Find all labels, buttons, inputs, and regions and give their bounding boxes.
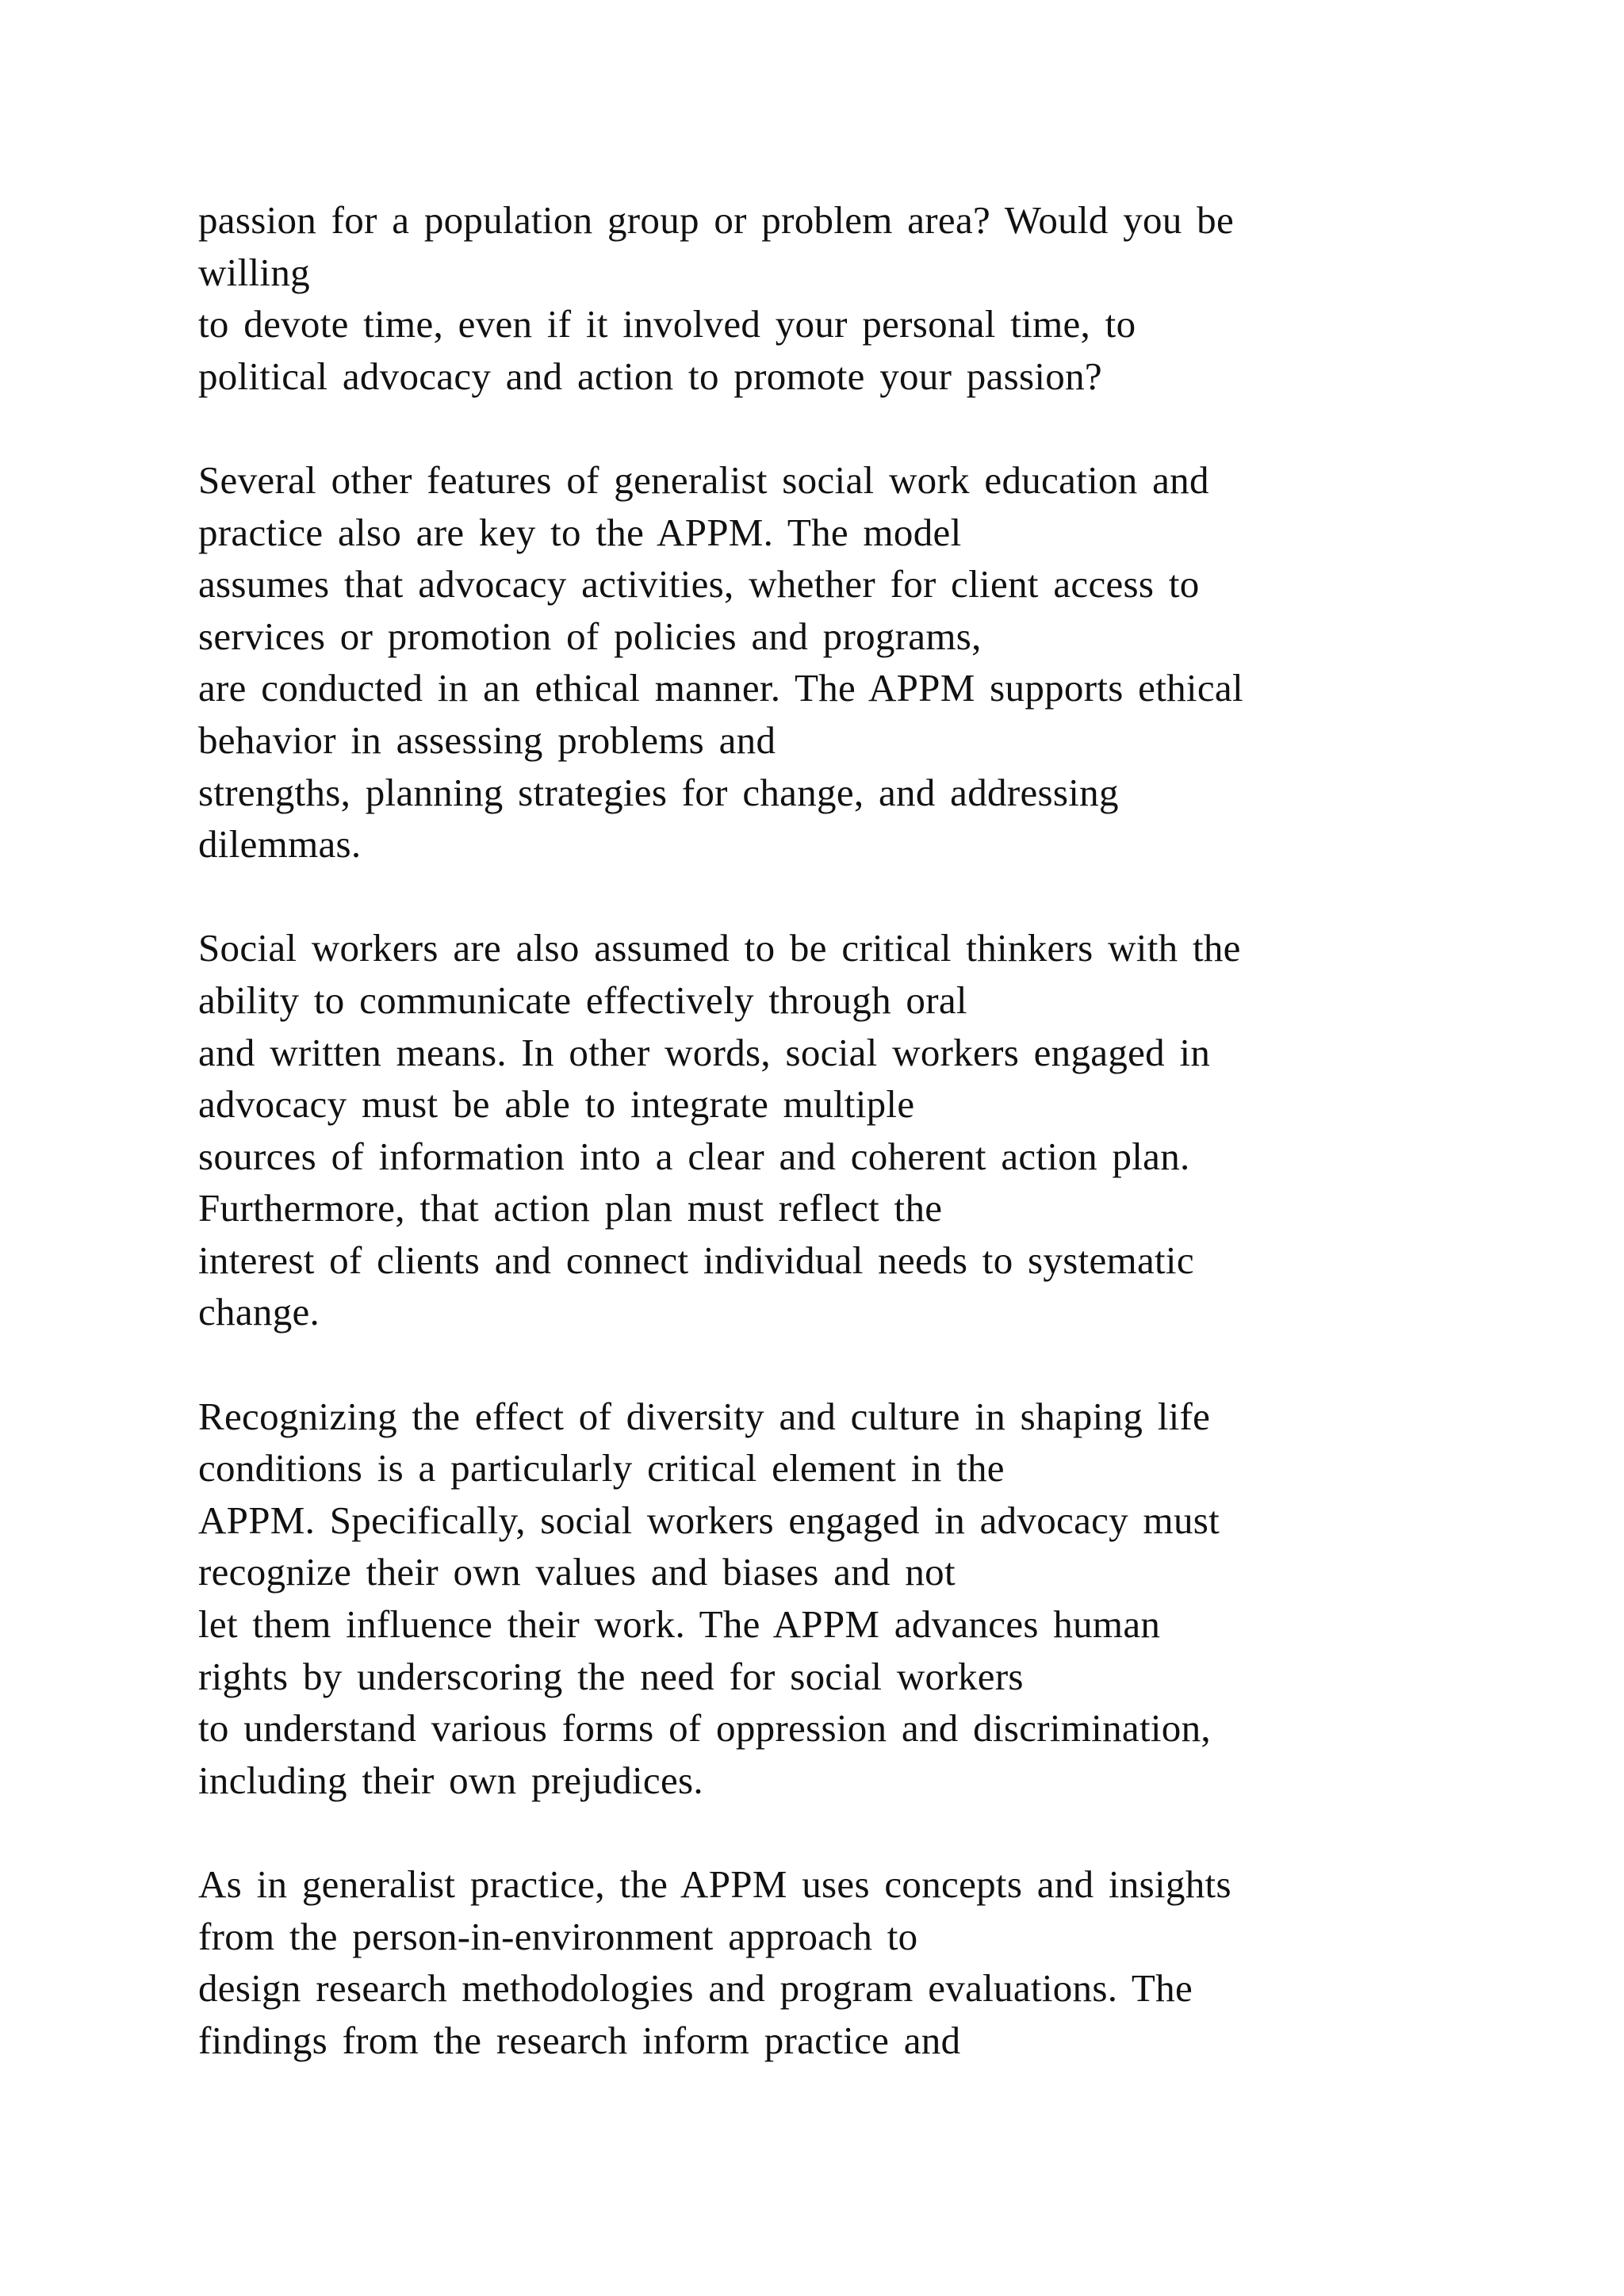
text-line: willing (198, 250, 310, 294)
text-line: findings from the research inform practice and (198, 2018, 961, 2062)
text-line: to understand various forms of oppression and discrimination, (198, 1706, 1211, 1751)
paragraph-1 (198, 194, 1507, 402)
text-line: practice also are key to the APPM. The model (198, 510, 962, 554)
text-line: are conducted in an ethical manner. The APPM supports ethical (198, 666, 1243, 710)
text-line: conditions is a particularly critical element in the (198, 1446, 1005, 1490)
text-line: political advocacy and action to promote your passion? (198, 354, 1102, 398)
text-line: to devote time, even if it involved your personal time, to (198, 302, 1136, 346)
text-line: As in generalist practice, the APPM uses concepts and insights (198, 1862, 1231, 1906)
text-line: dilemmas. (198, 822, 362, 867)
text-line: services or promotion of policies and programs, (198, 614, 982, 658)
text-line: Several other features of generalist social work education and (198, 457, 1209, 502)
text-line: including their own prejudices. (198, 1758, 703, 1802)
paragraph-gap (198, 1806, 1507, 1858)
text-line: APPM. Specifically, social workers engaged in advocacy must (198, 1498, 1220, 1542)
text-line: strengths, planning strategies for change, and addressing (198, 770, 1119, 814)
text-line: rights by underscoring the need for social workers (198, 1654, 1024, 1698)
text-line: Social workers are also assumed to be critical thinkers with the (198, 926, 1241, 970)
text-line: passion for a population group or problem area? Would you be (198, 198, 1235, 242)
text-line: change. (198, 1290, 320, 1334)
text-line: Recognizing the effect of diversity and culture in shaping life (198, 1394, 1211, 1438)
text-line: let them influence their work. The APPM advances human (198, 1602, 1161, 1647)
text-line: behavior in assessing problems and (198, 718, 776, 762)
text-line: assumes that advocacy activities, whether for client access to (198, 562, 1200, 607)
text-line: from the person-in-environment approach to (198, 1914, 918, 1958)
paragraph-4 (198, 1391, 1507, 1807)
paragraph-gap (198, 1338, 1507, 1391)
text-line: recognize their own values and biases and not (198, 1550, 956, 1594)
text-line: ability to communicate effectively through oral (198, 978, 967, 1022)
text-line: and written means. In other words, social workers engaged in (198, 1030, 1211, 1074)
paragraph-5 (198, 1858, 1507, 2066)
paragraph-gap (198, 402, 1507, 454)
text-line: interest of clients and connect individual needs to systematic (198, 1238, 1194, 1282)
paragraph-gap (198, 871, 1507, 923)
text-line: Furthermore, that action plan must reflect the (198, 1186, 943, 1230)
paragraph-2 (198, 454, 1507, 871)
text-line: advocacy must be able to integrate multiple (198, 1082, 915, 1127)
text-line: sources of information into a clear and coherent action plan. (198, 1134, 1190, 1178)
paragraph-3 (198, 922, 1507, 1338)
document-body (198, 194, 1507, 2066)
text-line: design research methodologies and program evaluations. The (198, 1966, 1193, 2011)
